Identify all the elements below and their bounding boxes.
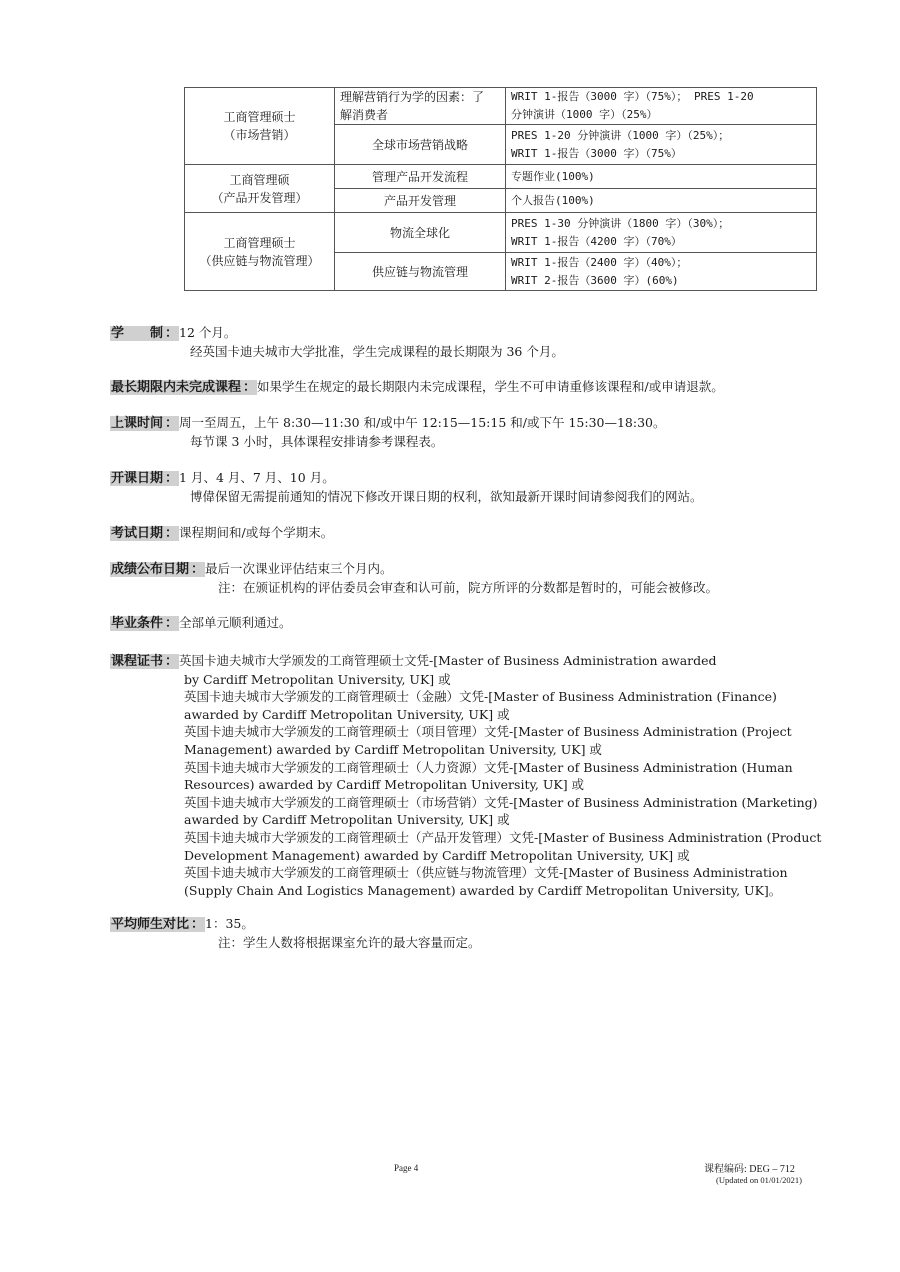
assessment-method-cell: [506, 189, 817, 213]
section-colon: ：: [165, 326, 179, 341]
course-name: 供应链与物流管理: [371, 264, 468, 279]
assessment-method: 专题作业(100%): [511, 169, 595, 183]
assessment-method: WRIT 1-报告（2400 字）（40%）；: [511, 255, 688, 269]
section-colon: ：: [165, 526, 179, 541]
certificate-line: (Supply Chain And Logistics Management) awarded by Cardiff Metropolitan University, UK]。: [184, 882, 782, 898]
program-specialization: （市场营销）: [223, 128, 296, 142]
program-cell: [185, 213, 335, 291]
page-number: Page 4: [394, 1163, 419, 1173]
section-incomplete: [110, 378, 840, 397]
certificate-line: Development Management) awarded by Cardiff Metropolitan University, UK] 或: [184, 847, 690, 863]
assessment-method-cont: WRIT 1-报告（4200 字）（70%）: [511, 234, 682, 248]
section-text: 最后一次课业评估结束三个月内。: [205, 561, 393, 576]
program-specialization: （产品开发管理）: [211, 190, 308, 205]
certificate-line: Management) awarded by Cardiff Metropolitan University, UK] 或: [184, 741, 602, 757]
certificate-line: Resources) awarded by Cardiff Metropolitan University, UK] 或: [184, 777, 585, 793]
certificate-line: 英国卡迪夫城市大学颁发的工商管理硕士（市场营销）文凭-[Master of Business Administration (Marketing): [184, 794, 818, 810]
assessment-method-cell: [506, 213, 817, 253]
section-label: 考试日期: [111, 526, 164, 541]
section-results-date: [110, 560, 840, 597]
section-text: 注：在颁证机构的评估委员会审查和认可前，院方所评的分数都是暂时的，可能会被修改。: [218, 580, 719, 595]
certificate-line: 英国卡迪夫城市大学颁发的工商管理硕士（供应链与物流管理）文凭-[Master of Business Administration: [184, 865, 788, 881]
course-cell: [335, 88, 506, 125]
certificate-line: 英国卡迪夫城市大学颁发的工商管理硕士（产品开发管理）文凭-[Master of Business Administration (Product: [184, 829, 822, 845]
section-class-time: [110, 414, 840, 451]
assessment-method: PRES 1-30 分钟演讲（1800 字）（30%）；: [511, 216, 730, 230]
section-text: 每节课 3 小时，具体课程安排请参考课程表。: [190, 434, 444, 449]
section-label: 毕业条件: [111, 616, 164, 631]
section-text: 周一至周五，上午 8:30—11:30 和/或中午 12:15—15:15 和/或下午 15:30—18:30。: [179, 415, 666, 430]
section-text: 全部单元顺利通过。: [179, 615, 292, 630]
section-exam-date: [110, 524, 840, 543]
program-name: 工商管理硕: [229, 172, 290, 187]
section-graduation: [110, 614, 840, 633]
certificate-line: awarded by Cardiff Metropolitan University, UK] 或: [184, 812, 510, 828]
certificate-list: [110, 671, 840, 900]
course-name: 理解营销行为学的因素：了: [340, 90, 485, 104]
section-colon: ：: [191, 562, 205, 577]
section-label: 平均师生对比: [111, 917, 190, 932]
assessment-method-cell: [506, 165, 817, 189]
section-text: 12 个月。: [179, 325, 237, 340]
assessment-method: WRIT 1-报告（3000 字）（75%）； PRES 1-20: [511, 90, 754, 103]
course-cell: [335, 125, 506, 165]
assessment-method-cell: [506, 253, 817, 291]
section-label: 成绩公布日期: [111, 562, 190, 577]
table-row: [185, 165, 817, 189]
course-cell: [335, 189, 506, 213]
program-name: 工商管理硕士: [223, 110, 296, 124]
section-duration: [110, 324, 840, 361]
course-cell: [335, 213, 506, 253]
section-colon: ：: [165, 616, 179, 631]
course-name: 管理产品开发流程: [371, 169, 468, 184]
course-cell: [335, 253, 506, 291]
course-name: 全球市场营销战略: [371, 137, 468, 152]
assessment-method-cell: [506, 125, 817, 165]
section-text: 经英国卡迪夫城市大学批准，学生完成课程的最长期限为 36 个月。: [190, 344, 564, 359]
assessment-method: PRES 1-20 分钟演讲（1000 字）（25%）；: [511, 128, 730, 142]
section-label: 学 制: [111, 326, 164, 341]
certificate-line: awarded by Cardiff Metropolitan University, UK] 或: [184, 706, 510, 722]
section-text: 如果学生在规定的最长期限内未完成课程，学生不可申请重修该课程和/或申请退款。: [257, 379, 724, 394]
section-certificate: [110, 652, 840, 899]
certificate-line: 英国卡迪夫城市大学颁发的工商管理硕士（项目管理）文凭-[Master of Business Administration (Project: [184, 724, 792, 740]
section-text: 1：35。: [205, 916, 254, 931]
section-label: 开课日期: [111, 471, 164, 486]
section-colon: ：: [191, 917, 205, 932]
assessment-table: [184, 87, 817, 291]
section-start-date: [110, 469, 840, 506]
section-label: 上课时间: [111, 416, 164, 431]
certificate-line: 英国卡迪夫城市大学颁发的工商管理硕士（金融）文凭-[Master of Business Administration (Finance): [184, 689, 777, 705]
section-colon: ：: [165, 471, 179, 486]
assessment-method-cell: [506, 88, 817, 125]
course-name: 物流全球化: [389, 225, 450, 240]
section-text: 课程期间和/或每个学期末。: [179, 525, 334, 540]
assessment-method-cont: 分钟演讲（1000 字）（25%）: [511, 108, 658, 121]
assessment-method-cont: WRIT 2-报告（3600 字）(60%): [511, 273, 679, 287]
updated-date: (Updated on 01/01/2021): [716, 1175, 802, 1185]
course-name: 产品开发管理: [383, 193, 456, 208]
certificate-line: 英国卡迪夫城市大学颁发的工商管理硕士文凭-[Master of Business Administration awarded: [179, 653, 717, 668]
program-cell: [185, 165, 335, 213]
section-colon: ：: [165, 416, 179, 431]
section-text: 注：学生人数将根据课室允许的最大容量而定。: [218, 935, 481, 950]
certificate-line: 英国卡迪夫城市大学颁发的工商管理硕士（人力资源）文凭-[Master of Business Administration (Human: [184, 759, 793, 775]
program-cell: [185, 88, 335, 165]
program-name: 工商管理硕士: [223, 235, 296, 250]
section-text: 1 月、4 月、7 月、10 月。: [179, 470, 335, 485]
course-cell: [335, 165, 506, 189]
program-specialization: （供应链与物流管理）: [199, 253, 320, 268]
course-name-cont: 解消费者: [340, 108, 389, 122]
table-row: [185, 88, 817, 125]
assessment-method: 个人报告(100%): [511, 193, 595, 207]
section-text: 博偉保留无需提前通知的情况下修改开课日期的权利，欲知最新开课时间请参阅我们的网站。: [190, 489, 703, 504]
section-colon: ：: [243, 380, 257, 395]
assessment-method-cont: WRIT 1-报告（3000 字）（75%）: [511, 146, 682, 160]
section-label: 课程证书: [111, 654, 164, 669]
section-colon: ：: [165, 654, 179, 669]
course-code: 课程编码: DEG – 712: [704, 1164, 795, 1175]
section-ratio: [110, 915, 840, 952]
table-row: [185, 213, 817, 253]
section-label: 最长期限内未完成课程: [111, 380, 242, 395]
certificate-line: by Cardiff Metropolitan University, UK] 或: [184, 671, 451, 687]
